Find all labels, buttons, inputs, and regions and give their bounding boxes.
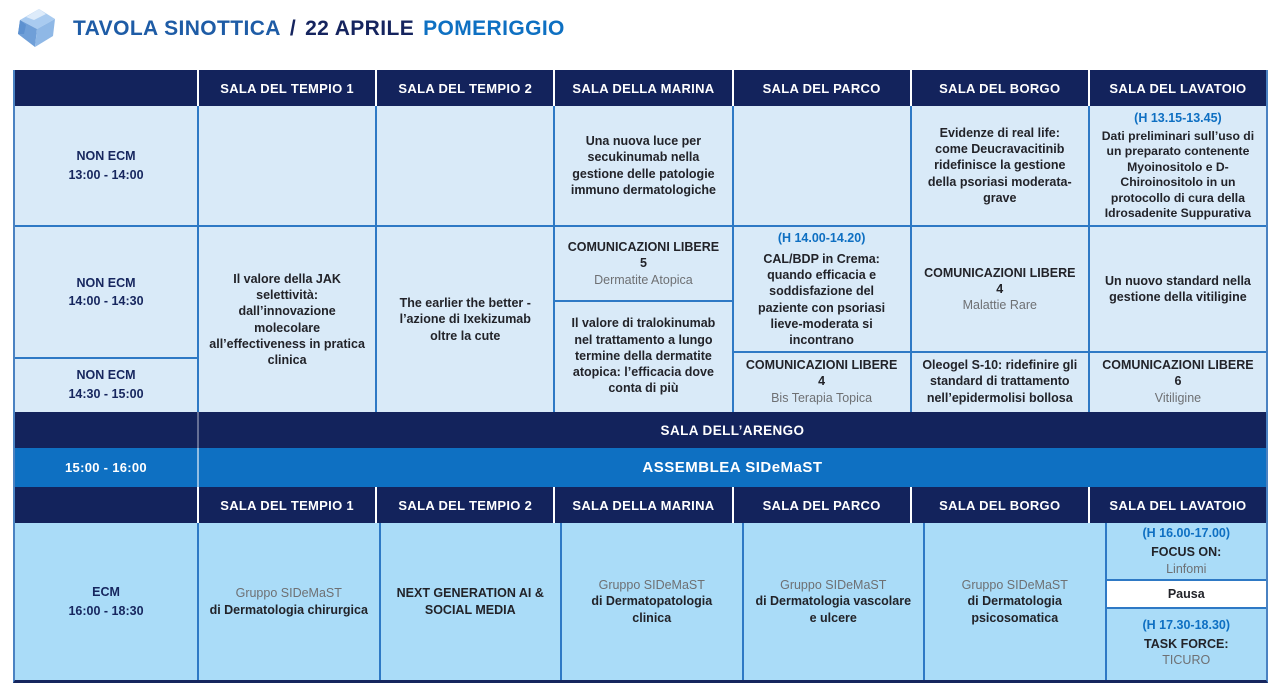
session-subtitle: Malattie Rare: [962, 298, 1037, 313]
column-header-parco: SALA DEL PARCO: [762, 497, 881, 513]
session-cell-tempio1-jak: [199, 227, 375, 412]
session-subtitle: Linfomi: [1166, 561, 1207, 576]
room-header-row-mid: [15, 487, 1266, 523]
column-tempio2: [377, 227, 555, 412]
session-title: CAL/BDP in Crema: quando efficacia e soddisfazione del paziente con psoriasi lieve-moderata si incontrano: [758, 251, 886, 348]
column-header-borgo: SALA DEL BORGO: [939, 80, 1061, 96]
arengo-time-cell: [15, 412, 199, 448]
session-title: TASK FORCE:: [1144, 636, 1229, 651]
session-title: COMUNICAZIONI LIBERE 4: [924, 265, 1076, 296]
session-cell-borgo-oleogel: [912, 353, 1088, 410]
assemblea-cell: [199, 448, 1266, 487]
time-cell-14-1430: [15, 227, 197, 359]
column-borgo: [912, 227, 1090, 412]
header-time-cell: [15, 70, 199, 106]
time-range: 15:00 - 16:00: [65, 460, 147, 475]
session-cell-lavatoio-pausa: [1107, 581, 1267, 609]
column-header-lavatoio: SALA DEL LAVATOIO: [1109, 497, 1247, 513]
session-cell-lavatoio-idrosadenite: [1090, 106, 1266, 225]
room-header-row-top: [15, 70, 1266, 106]
column-tempio1: [199, 227, 377, 412]
session-cell-marina-comunicazioni5: [555, 227, 731, 302]
session-hour: (H 16.00-17.00): [1142, 526, 1231, 541]
time-range: 14:30 - 15:00: [68, 386, 144, 401]
session-title: Un nuovo standard nella gestione della vitiligine: [1105, 273, 1251, 304]
column-header-tempio2: SALA DEL TEMPIO 2: [398, 497, 533, 513]
session-cell-empty: [734, 106, 912, 225]
slot-13-14-row: [15, 106, 1266, 225]
column-marina: [555, 227, 733, 412]
column-header-tempio1: SALA DEL TEMPIO 1: [220, 80, 354, 96]
group-name: di Dermatologia chirurgica: [209, 602, 368, 617]
column-lavatoio: [1090, 227, 1266, 412]
time-cell-15-16: [15, 448, 199, 487]
session-title: NEXT GENERATION AI & SOCIAL MEDIA: [396, 586, 544, 617]
session-hour: (H 17.30-18.30): [1142, 617, 1231, 632]
session-cell-empty: [199, 106, 377, 225]
session-subtitle: Dermatite Atopica: [594, 272, 693, 287]
session-cell-parco-gruppo-vascolare: [744, 523, 926, 680]
session-cell-parco-comunicazioni4: [734, 353, 910, 410]
time-range: 13:00 - 14:00: [68, 167, 144, 182]
session-subtitle: Bis Terapia Topica: [771, 390, 873, 405]
column-header-tempio2: SALA DEL TEMPIO 2: [398, 80, 533, 96]
group-label: Gruppo SIDeMaST: [961, 578, 1068, 593]
group-label: Gruppo SIDeMaST: [235, 586, 342, 601]
session-cell-empty: [377, 106, 555, 225]
title-separator: /: [289, 17, 297, 40]
session-cell-parco-calbdp: [734, 227, 910, 353]
session-title: COMUNICAZIONI LIBERE 4: [745, 358, 898, 389]
time-cell-16-1830: [15, 523, 199, 680]
session-title: Dati preliminari sull’uso di un preparato contenente Myoinositolo e D-Chiroinositolo in un protocollo di cura della Idrosadenite Suppurativa: [1101, 129, 1255, 220]
session-hour: (H 14.00-14.20): [777, 230, 866, 245]
time-range: 14:00 - 14:30: [68, 294, 144, 308]
gem-logo-icon: [12, 6, 60, 52]
page-title: [73, 17, 565, 41]
arengo-room-cell: [199, 412, 1266, 448]
session-cell-lavatoio-comunicazioni6: [1090, 353, 1266, 410]
slot-16-1830-row: [15, 523, 1266, 680]
header-time-cell: [15, 487, 199, 523]
session-title: Evidenze di real life: come Deucravacitinib ridefinisce la gestione della psoriasi moderata-grave: [927, 125, 1072, 205]
time-type: ECM: [92, 585, 120, 600]
time-type: NON ECM: [76, 368, 136, 383]
group-name: di Dermatologia psicosomatica: [967, 594, 1062, 625]
assemblea-label: ASSEMBLEA SIDeMaST: [642, 459, 823, 476]
group-name: di Dermatopatologia clinica: [591, 594, 713, 625]
title-date: 22 APRILE: [305, 17, 415, 40]
assemblea-row: [15, 448, 1266, 487]
column-header-marina: SALA DELLA MARINA: [572, 497, 715, 513]
group-name: di Dermatologia vascolare e ulcere: [755, 594, 912, 625]
group-label: Gruppo SIDeMaST: [598, 578, 705, 593]
time-type: NON ECM: [76, 149, 136, 164]
slot-14-15-row: [15, 225, 1266, 412]
session-subtitle: TICURO: [1162, 653, 1211, 668]
arengo-row: [15, 412, 1266, 448]
session-title: COMUNICAZIONI LIBERE 5: [567, 240, 720, 271]
session-cell-borgo-deucravacitinib: [912, 106, 1090, 225]
column-lavatoio-ecm: [1107, 523, 1267, 680]
session-title: COMUNICAZIONI LIBERE 6: [1102, 358, 1254, 389]
session-cell-marina-secukinumab: [555, 106, 733, 225]
pausa-label: Pausa: [1167, 587, 1205, 601]
arengo-label: SALA DELL’ARENGO: [660, 422, 805, 438]
session-title: FOCUS ON:: [1151, 545, 1222, 560]
title-main: TAVOLA SINOTTICA: [73, 17, 281, 40]
time-range: 16:00 - 18:30: [68, 603, 144, 618]
session-hour: (H 13.15-13.45): [1134, 110, 1222, 125]
session-cell-lavatoio-focus-on: [1107, 523, 1267, 581]
session-title: Una nuova luce per secukinumab nella gestione delle patologie immuno dermatologiche: [570, 134, 716, 197]
session-title: The earlier the better - l’azione di Ixekizumab oltre la cute: [399, 296, 531, 343]
session-cell-borgo-gruppo-psicosomatica: [925, 523, 1107, 680]
column-header-marina: SALA DELLA MARINA: [572, 80, 715, 96]
session-subtitle: Vitiligine: [1154, 390, 1202, 405]
time-cell-13-14: [15, 106, 199, 225]
page-header: [12, 6, 565, 52]
session-cell-tempio1-gruppo-chirurgica: [199, 523, 381, 680]
schedule-table: [13, 70, 1268, 683]
time-cell-1430-15: [15, 359, 197, 410]
column-parco: [734, 227, 912, 412]
column-header-lavatoio: SALA DEL LAVATOIO: [1109, 80, 1247, 96]
session-cell-lavatoio-vitiligine: [1090, 227, 1266, 353]
group-label: Gruppo SIDeMaST: [780, 578, 887, 593]
session-cell-tempio2-ixekizumab: [377, 227, 553, 412]
session-title: Il valore di tralokinumab nel trattamento a lungo termine della dermatite atopica: l’efficacia dove conta di più: [571, 316, 716, 396]
session-title: Oleogel S-10: ridefinire gli standard di trattamento nell’epidermolisi bollosa: [922, 358, 1078, 405]
column-header-borgo: SALA DEL BORGO: [939, 497, 1061, 513]
session-cell-marina-gruppo-dermatopatologia: [562, 523, 744, 680]
title-period: POMERIGGIO: [423, 17, 565, 40]
session-cell-borgo-comunicazioni4: [912, 227, 1088, 353]
session-cell-tempio2-next-generation: [381, 523, 563, 680]
session-cell-marina-tralokinumab: [555, 302, 731, 410]
session-cell-lavatoio-task-force: [1107, 609, 1267, 676]
column-header-tempio1: SALA DEL TEMPIO 1: [220, 497, 354, 513]
session-title: Il valore della JAK selettività: dall’innovazione molecolare all’effectiveness in pratica clinica: [209, 271, 365, 367]
time-type: NON ECM: [76, 275, 136, 290]
time-column: [15, 227, 199, 412]
column-header-parco: SALA DEL PARCO: [762, 80, 881, 96]
